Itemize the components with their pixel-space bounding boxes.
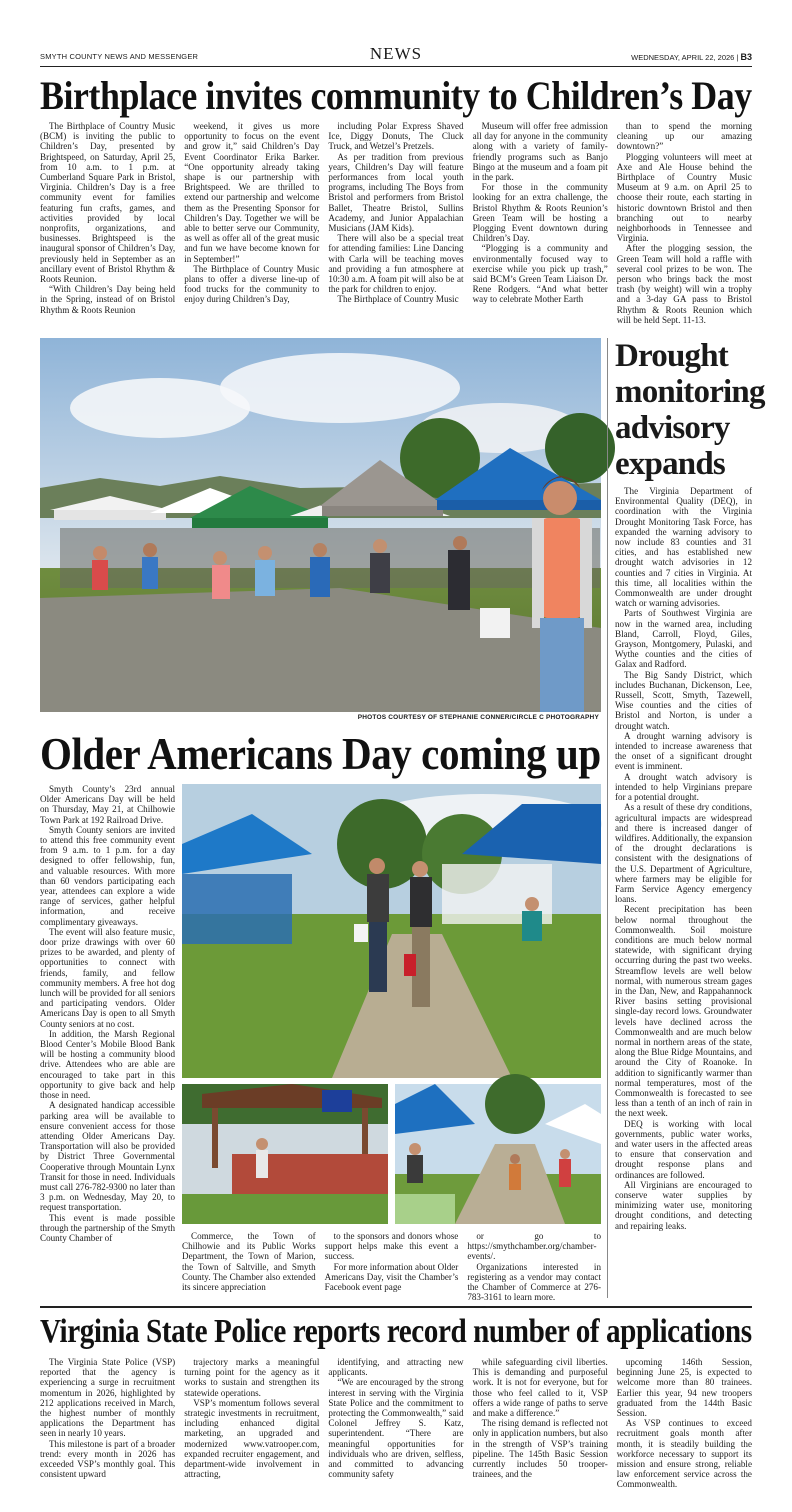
photo-credit: PHOTOS COURTESY OF STEPHANIE CONNER/CIRCLE C PHOTOGRAPHY bbox=[357, 714, 599, 721]
paragraph: All Virginians are encouraged to conserve water supplies by minimizing water use, monitoring drought conditions, and detecting and repairing leaks. bbox=[615, 1179, 752, 1231]
paragraph: For those in the community looking for an extra challenge, the Bristol Rhythm & Roots Reunion’s Green Team will be hosting a Plogging Event downtown during Children’s Day. bbox=[472, 182, 608, 244]
paragraph: weekend, it gives us more opportunity to focus on the event and grow it,” said Children’s Day Event Coordinator Erika Barker. “One opportunity already taking shape is our partnership with Brightspeed. We are thrilled to extend our partnership and welcome them as the Presenting Sponsor for Children’s Day. Together we will be able to better serve our Community, as well as offer all of the great music and fun we have become known for in September!” bbox=[184, 121, 320, 264]
page-number: B3 bbox=[740, 52, 752, 62]
paragraph: Plogging volunteers will meet at Axe and Ale House behind the Birthplace of Country Music Museum at 9 a.m. on April 25 to choose their route, each starting in historic downtown Bristol and then branching out to nearby neighborhoods in Tennessee and Virginia. bbox=[616, 151, 752, 244]
paragraph: or go to https://smythchamber.org/chamber-events/. bbox=[467, 1231, 601, 1262]
headline-childrens-day: Birthplace invites community to Children’s Day bbox=[40, 73, 752, 118]
article-column bbox=[617, 1357, 752, 1507]
paragraph: The event will also feature music, door prize drawings with over 60 prizes to be awarded, and plenty of opportunities to connect with friends, family, and fellow community members. A free hot dog lunch will be provided for all seniors and participating vendors. Older Americans Day is open to all Smyth County seniors at no cost. bbox=[40, 926, 175, 1029]
paragraph: than to spend the morning cleaning up our amazing downtown?” bbox=[616, 121, 752, 152]
paragraph: As VSP continues to exceed recruitment goals month after month, it is steadily building the workforce necessary to support its mission and ensure strong, reliable law enforcement service across the Commonwealth. bbox=[616, 1418, 752, 1490]
paragraph: identifying, and attracting new applicants. bbox=[328, 1357, 464, 1378]
paragraph: The Virginia Department of Environmental Quality (DEQ), in coordination with the Virginia Drought Monitoring Task Force, has expanded the warning advisory to now include 83 counties and 31 cities, and has established new drought watch advisories in 12 counties and 7 cities in Virginia. At this time, all localities within the Commonwealth are under drought watch or warning advisories. bbox=[615, 486, 752, 609]
paragraph: As a result of these dry conditions, agricultural impacts are widespread and there is increased danger of wildfires. Additionally, the expansion of the drought declarations is consistent with the designations of the U.S. Department of Agriculture, where farmers may be eligible for Farm Service Agency emergency loans. bbox=[615, 802, 752, 905]
paragraph: to the sponsors and donors whose support helps make this event a success. bbox=[324, 1231, 459, 1262]
paragraph: Organizations interested in registering as a vendor may contact the Chamber of Commerce at 276-783-3161 to learn more. bbox=[467, 1261, 601, 1303]
paragraph: The Big Sandy District, which includes Buchanan, Dickenson, Lee, Russell, Scott, Smyth, Tazewell, Wise counties and the cities of Bristol and Norton, is under a drought watch. bbox=[615, 669, 752, 731]
issue-date: WEDNESDAY, APRIL 22, 2026 bbox=[631, 53, 735, 62]
masthead-rule bbox=[40, 66, 752, 67]
paper-name: SMYTH COUNTY NEWS AND MESSENGER bbox=[40, 52, 199, 61]
article-column bbox=[467, 1231, 601, 1302]
article-column bbox=[473, 1357, 608, 1507]
paragraph: In addition, the Marsh Regional Blood Center’s Mobile Blood Bank will be hosting a community blood drive. Attendees who are able are encouraged to take part in this opportunity to give back and help those in need. bbox=[40, 1028, 175, 1101]
column-divider bbox=[607, 338, 608, 1298]
photo-older-americans-main bbox=[182, 784, 601, 1078]
paragraph: upcoming 146th Session, beginning June 25, is expected to welcome more than 80 trainees. Earlier this year, 94 new troopers graduated from the 144th Basic Session. bbox=[616, 1357, 752, 1419]
photo-older-americans-pavilion bbox=[182, 1084, 388, 1224]
article-column bbox=[184, 1357, 319, 1507]
paragraph: Commerce, the Town of Chilhowie and its Public Works Department, the Town of Marion, the Town of Saltville, and Smyth County. The Chamber also extended its sincere appreciation bbox=[182, 1231, 316, 1293]
article-column bbox=[328, 1357, 463, 1507]
paragraph: The Virginia State Police (VSP) reported that the agency is experiencing a surge in recruitment momentum in 2026, highlighted by 212 applications received in March, the highest number of monthly applications the Department has seen in nearly 10 years. bbox=[40, 1357, 176, 1439]
masthead bbox=[40, 44, 752, 68]
paragraph: Smyth County seniors are invited to attend this free community event from 9 a.m. to 1 p.m. for a day designed to offer fellowship, fun, and valuable resources. With more than 60 vendors participating each year, attendees can explore a wide range of services, gather helpful information, and receive complimentary giveaways. bbox=[40, 824, 175, 927]
article-column bbox=[184, 121, 319, 333]
paragraph: Smyth County’s 23rd annual Older Americans Day will be held on Thursday, May 21, at Chilhowie Town Park at 192 Railroad Drive. bbox=[40, 784, 175, 825]
paragraph: VSP’s momentum follows several strategic investments in recruitment, including enhanced digital marketing, an upgraded and modernized www.vatrooper.com, expanded recruiter engagement, and department-wide involvement in attracting, bbox=[184, 1397, 320, 1480]
paragraph: Parts of Southwest Virginia are now in the warned area, including Bland, Carroll, Floyd, Giles, Grayson, Montgomery, Pulaski, and Wythe counties and the cities of Galax and Radford. bbox=[615, 608, 752, 670]
story-drought-advisory bbox=[615, 486, 752, 1298]
paragraph: trajectory marks a meaningful turning point for the agency as it works to sustain and strengthen its statewide operations. bbox=[184, 1357, 320, 1398]
date-page: WEDNESDAY, APRIL 22, 2026 | B3 bbox=[631, 52, 752, 62]
paragraph: This event is made possible through the partnership of the Smyth County Chamber of bbox=[40, 1212, 175, 1243]
paragraph: Recent precipitation has been below normal throughout the Commonwealth. Soil moisture conditions are much below normal statewide, with significant drying occurring during the past two weeks. Streamflow levels are well below normal, with numerous stream gages in the Dan, New, and Rappahannock River basins setting provisional single-day record lows. Groundwater levels have declined across the Commonwealth and are much below normal in northern areas of the state, along the Blue Ridge Mountains, and around the City of Roanoke. In addition to significantly warmer than normal temperatures, most of the Commonwealth is forecasted to see less than a tenth of an inch of rain in the next week. bbox=[615, 904, 752, 1119]
headline-vsp-applications: Virginia State Police reports record number of applications bbox=[40, 1313, 752, 1350]
paragraph: After the plogging session, the Green Team will hold a raffle with several cool prizes to be won. The person who brings back the most trash (by weight) will win a trophy and a 3-day GA pass to Bristol Rhythm & Roots Reunion which will be held Sept. 11-13. bbox=[616, 243, 752, 325]
article-column bbox=[617, 121, 752, 333]
paragraph: The Birthplace of Country Music plans to offer a diverse line-up of food trucks for the community to enjoy during Children’s Day, bbox=[184, 263, 320, 305]
article-column bbox=[40, 121, 175, 333]
article-column bbox=[473, 121, 608, 333]
paragraph: A drought watch advisory is intended to help Virginians prepare for a potential drought. bbox=[615, 771, 752, 803]
story-childrens-day bbox=[40, 121, 752, 333]
section-rule bbox=[40, 1306, 752, 1308]
paragraph: DEQ is working with local governments, public water works, and water users in the affected areas to ensure that conservation and drought response plans and ordinances are followed. bbox=[615, 1118, 752, 1180]
article-column bbox=[615, 486, 752, 1298]
paragraph: “We are encouraged by the strong interest in serving with the Virginia State Police and the commitment to protecting the Commonwealth,” said Colonel Jeffrey S. Katz, superintendent. “There are meaningful opportunities for individuals who are driven, selfless, and committed to advancing community safety bbox=[328, 1377, 464, 1480]
photo-childrens-day-crowd bbox=[40, 338, 601, 712]
paragraph: As per tradition from previous years, Children’s Day will feature performances from local youth programs, including The Boys from Bristol and performers from Bristol Ballet, Theatre Bristol, Sullins Academy, and Junior Appalachian Musicians (JAM Kids). bbox=[328, 151, 464, 234]
article-column bbox=[328, 121, 463, 333]
paragraph: There will also be a special treat for attending families: Line Dancing with Carla will be teaching moves and providing a fun atmosphere at 10:30 a.m. A foam pit will also be at the park for children to enjoy. bbox=[328, 233, 464, 295]
paragraph: while safeguarding civil liberties. This is demanding and purposeful work. It is not for everyone, but for those who feel called to it, VSP offers a wide range of paths to serve and make a difference.” bbox=[472, 1357, 608, 1419]
headline-older-americans-day: Older Americans Day coming up bbox=[40, 728, 601, 779]
paragraph: The Birthplace of Country Music (BCM) is inviting the public to Children’s Day, presented by Brightspeed, on Saturday, April 25, from 10 a.m. to 1 p.m. at Cumberland Square Park in Bristol, Virginia. Children’s Day is a free community event for families featuring fun crafts, games, and activities provided by local nonprofits, organizations, and businesses. Brightspeed is the inaugural sponsor of Children’s Day, previously held in September as an ancillary event of Bristol Rhythm & Roots Reunion. bbox=[40, 121, 176, 285]
paragraph: “Plogging is a community and environmentally focused way to exercise while you pick up trash,” said BCM’s Green Team Liaison Dr. Rene Rodgers. “And what better way to celebrate Mother Earth bbox=[472, 243, 608, 305]
paragraph: The rising demand is reflected not only in application numbers, but also in the strength of VSP’s training pipeline. The 145th Basic Session currently includes 50 trooper-trainees, and the bbox=[472, 1418, 608, 1480]
article-column bbox=[40, 784, 175, 1296]
photo-older-americans-vendors bbox=[395, 1084, 601, 1224]
paragraph: For more information about Older Americans Day, visit the Chamber’s Facebook event page bbox=[324, 1261, 459, 1293]
paragraph: A drought warning advisory is intended to increase awareness that the onset of a significant drought event is imminent. bbox=[615, 730, 752, 772]
paragraph: “With Children’s Day being held in the Spring, instead of on Bristol Rhythm & Roots Reunion bbox=[40, 284, 176, 315]
article-column bbox=[325, 1231, 459, 1302]
article-column bbox=[40, 1357, 175, 1507]
paragraph: including Polar Express Shaved Ice, Diggy Donuts, The Cluck Truck, and Wetzel’s Pretzels. bbox=[328, 121, 464, 152]
section-label: NEWS bbox=[369, 44, 423, 63]
article-column bbox=[182, 1231, 316, 1302]
headline-drought-advisory: Drought monitoring advisory expands bbox=[615, 338, 765, 482]
story-older-americans-bottom bbox=[182, 1231, 601, 1303]
paragraph: This milestone is part of a broader trend: every month in 2026 has exceeded VSP’s monthly goal. This consistent upward bbox=[40, 1438, 176, 1480]
paragraph: Museum will offer free admission all day for anyone in the community along with a variety of family-friendly programs such as Banjo Bingo at the museum and a foam pit in the park. bbox=[472, 121, 608, 183]
story-older-americans-left bbox=[40, 784, 175, 1296]
paragraph: The Birthplace of Country Music bbox=[337, 294, 459, 305]
paragraph: A designated handicap accessible parking area will be available to ensure convenient access for those attending Older Americans Day. Transportation will also be provided by District Three Governmental Cooperative through Mountain Lynx Transit for those in need. Individuals must call 276-782-9300 no later than 3 p.m. on Wednesday, May 20, to request transportation. bbox=[40, 1100, 175, 1213]
story-vsp-applications bbox=[40, 1357, 752, 1507]
